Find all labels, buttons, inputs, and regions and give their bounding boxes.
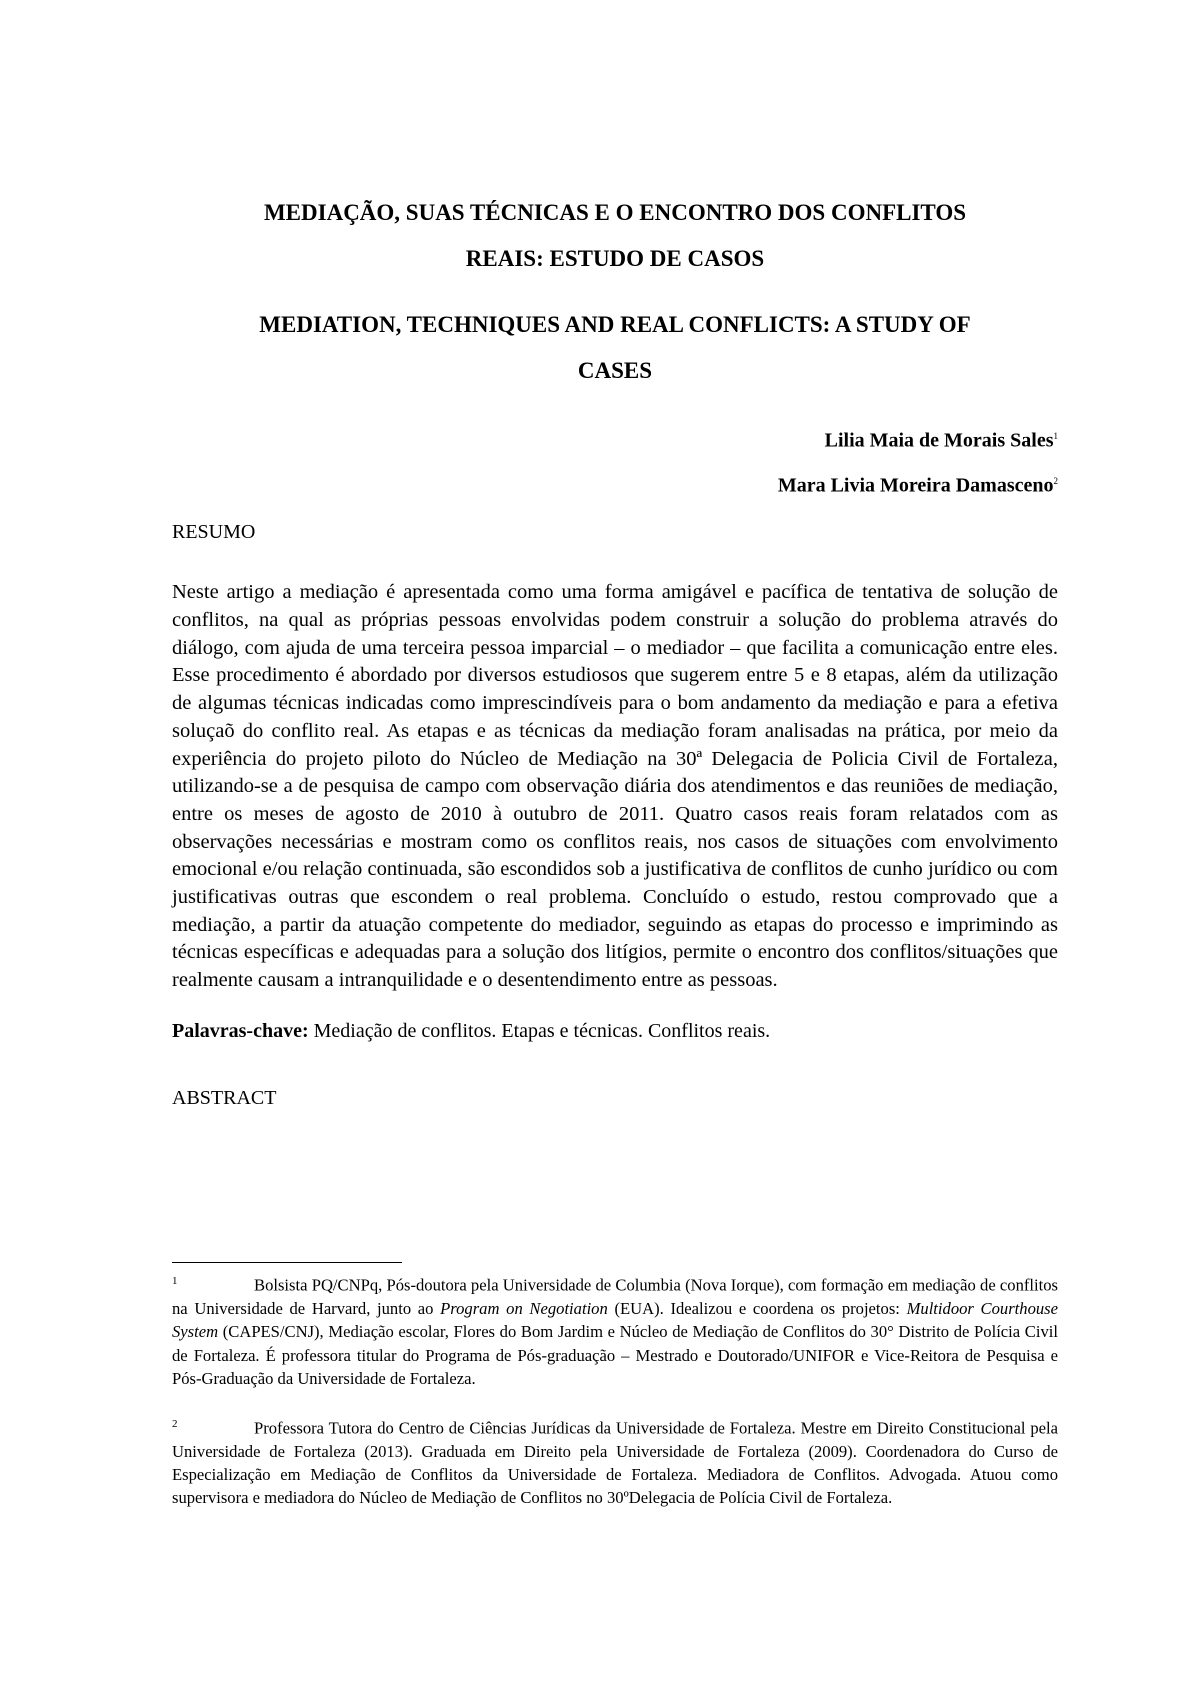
keywords-text: Mediação de conflitos. Etapas e técnicas. Conflitos reais. bbox=[308, 1019, 771, 1042]
footnotes bbox=[172, 1270, 1058, 1510]
abstract-heading: ABSTRACT bbox=[172, 1086, 277, 1109]
title-english bbox=[172, 302, 1058, 394]
title-portuguese bbox=[172, 190, 1058, 282]
footnote-1-text-a: Bolsista PQ/CNPq, Pós-doutora pela Universidade de Columbia (Nova Iorque), com formação em mediação de conflitos na Universidade de Harvard, junto ao bbox=[172, 1275, 1058, 1318]
footnote-2-text: Professora Tutora do Centro de Ciências Jurídicas da Universidade de Fortaleza. Mestre em Direito Constitucional pela Universidade de Fortaleza (2013). Graduada em Direito pela Universidade de Fortaleza (2009). Coordenadora do Curso de Especialização em Mediação de Conflitos da Universidade de Fortaleza. Mediadora de Conflitos. Advogada. Atuou como supervisora e mediadora do Núcleo de Mediação de Conflitos no 30ºDelegacia de Polícia Civil de Fortaleza. bbox=[172, 1418, 1058, 1508]
author-2-footnote-mark[interactable]: 2 bbox=[1053, 475, 1058, 486]
title-english-line-2: CASES bbox=[577, 358, 653, 383]
footnote-1-number: 1 bbox=[172, 1275, 178, 1287]
author-1 bbox=[172, 416, 1058, 461]
title-english-line-1: MEDIATION, TECHNIQUES AND REAL CONFLICTS: A STUDY OF bbox=[259, 312, 971, 337]
title-portuguese-line-1: MEDIAÇÃO, SUAS TÉCNICAS E O ENCONTRO DOS CONFLITOS bbox=[263, 200, 967, 225]
footnote-separator bbox=[172, 1262, 402, 1263]
resumo-heading: RESUMO bbox=[172, 521, 256, 544]
author-2-name: Mara Livia Moreira Damasceno bbox=[777, 474, 1054, 497]
keywords-label: Palavras-chave: bbox=[172, 1019, 309, 1042]
footnote-2-number: 2 bbox=[172, 1417, 178, 1430]
footnote-1-italic-b: Multidoor Courthouse System bbox=[172, 1298, 1058, 1342]
footnote-1-text-b: (EUA). Idealizou e coordena os projetos: bbox=[607, 1298, 907, 1318]
resumo-text: Neste artigo a mediação é apresentada como uma forma amigável e pacífica de tentativa de solução de conflitos, na qual as próprias pessoas envolvidas podem construir a solução do problema através do diálogo, com ajuda de uma terceira pessoa imparcial – o mediador – que facilita a comunicação entre eles. Esse procedimento é abordado por diversos estudiosos que sugerem entre 5 e 8 etapas, além da utilização de algumas técnicas indicadas como imprescindíveis para o bom andamento da mediação e para a efetiva soluçaõ do conflito real. As etapas e as técnicas da mediação foram analisadas na prática, por meio da experiência do projeto piloto do Núcleo de Mediação na 30ª Delegacia de Policia Civil de Fortaleza, utilizando-se a de pesquisa de campo com observação diária dos atendimentos e das reuniões de mediação, entre os meses de agosto de 2010 à outubro de 2011. Quatro casos reais foram relatados com as observações necessárias e mostram como os conflitos reais, nos casos de situações com envolvimento emocional e/ou relação continuada, são escondidos sob a justificativa de conflitos de cunho jurídico ou com justificativas outras que escondem o real problema. Concluído o estudo, restou comprovado que a mediação, a partir da atuação competente do mediador, seguindo as etapas do processo e imprimindo as técnicas específicas e adequadas para a solução dos litígios, permite o encontro dos conflitos/situações que realmente causam a intranquilidade e o desentendimento entre as pessoas. bbox=[172, 581, 1058, 992]
footnote-1-italic-a: Program on Negotiation bbox=[440, 1298, 608, 1318]
article-page bbox=[172, 190, 1058, 1110]
author-list bbox=[172, 416, 1058, 505]
author-1-footnote-mark[interactable]: 1 bbox=[1053, 431, 1058, 441]
footnote-2 bbox=[172, 1413, 1058, 1510]
footnote-1 bbox=[172, 1270, 1058, 1391]
footnote-1-text-c: (CAPES/CNJ), Mediação escolar, Flores do Bom Jardim e Núcleo de Mediação de Conflitos do 30° Distrito de Polícia Civil de Fortaleza. É professora titular do Programa de Pós-graduação – Mestrado e Doutorado/UNIFOR e Vice-Reitora de Pesquisa e Pós-Graduação da Universidade de Fortaleza. bbox=[172, 1322, 1058, 1389]
title-portuguese-line-2: REAIS: ESTUDO DE CASOS bbox=[465, 246, 765, 271]
keywords bbox=[172, 1017, 1058, 1045]
author-2 bbox=[172, 461, 1058, 506]
author-1-name: Lilia Maia de Morais Sales bbox=[824, 429, 1054, 452]
